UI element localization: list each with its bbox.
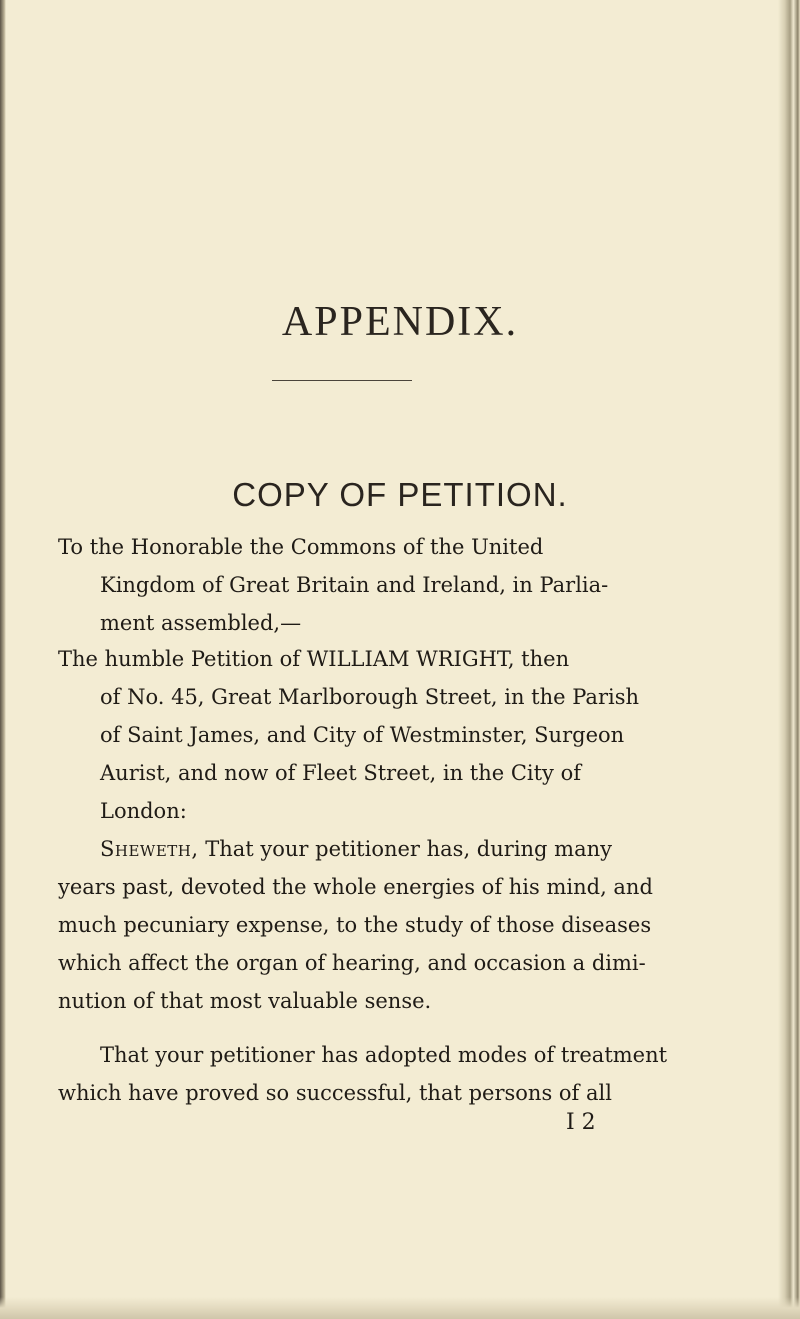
address-paragraph bbox=[58, 528, 698, 642]
sheweth-line-2: years past, devoted the whole energies of his mind, and bbox=[58, 875, 653, 899]
petitioner-text bbox=[58, 640, 698, 830]
petition-heading: COPY OF PETITION. bbox=[232, 476, 568, 513]
treatment-line-2: which have proved so successful, that persons of all bbox=[58, 1081, 612, 1105]
address-line-3: ment assembled,— bbox=[100, 611, 302, 635]
sheweth-line-5: nution of that most valuable sense. bbox=[58, 989, 432, 1013]
treatment-line-1: That your petitioner has adopted modes of treatment bbox=[100, 1043, 668, 1067]
sheweth-text bbox=[58, 830, 698, 1020]
page-signature: I 2 bbox=[566, 1110, 596, 1135]
address-line-1: To the Honorable the Commons of the United bbox=[58, 535, 544, 559]
petitioner-line-2: of No. 45, Great Marlborough Street, in the Parish bbox=[100, 685, 640, 709]
sheweth-paragraph bbox=[58, 830, 698, 1020]
sheweth-line-4: which affect the organ of hearing, and occasion a dimi- bbox=[58, 951, 646, 975]
petitioner-line-4: Aurist, and now of Fleet Street, in the City of bbox=[100, 761, 582, 785]
sheweth-line-1: That your petitioner has, during many bbox=[205, 837, 612, 861]
page-right-edge bbox=[778, 0, 800, 1319]
page-bottom-edge bbox=[0, 1297, 800, 1319]
sheweth-word: Sheweth, bbox=[100, 837, 199, 861]
petitioner-line-5: London: bbox=[100, 799, 187, 823]
page-left-edge bbox=[0, 0, 6, 1319]
petitioner-line-3: of Saint James, and City of Westminster, Surgeon bbox=[100, 723, 625, 747]
sheweth-line-3: much pecuniary expense, to the study of those diseases bbox=[58, 913, 652, 937]
petitioner-line-1: The humble Petition of WILLIAM WRIGHT, then bbox=[58, 647, 570, 671]
appendix-title: APPENDIX. bbox=[281, 299, 519, 345]
address-line-2: Kingdom of Great Britain and Ireland, in Parlia- bbox=[100, 573, 609, 597]
treatment-paragraph bbox=[58, 1036, 698, 1112]
title-divider bbox=[272, 380, 412, 381]
address-text bbox=[58, 528, 698, 642]
petitioner-paragraph bbox=[58, 640, 698, 830]
treatment-text bbox=[58, 1036, 698, 1112]
